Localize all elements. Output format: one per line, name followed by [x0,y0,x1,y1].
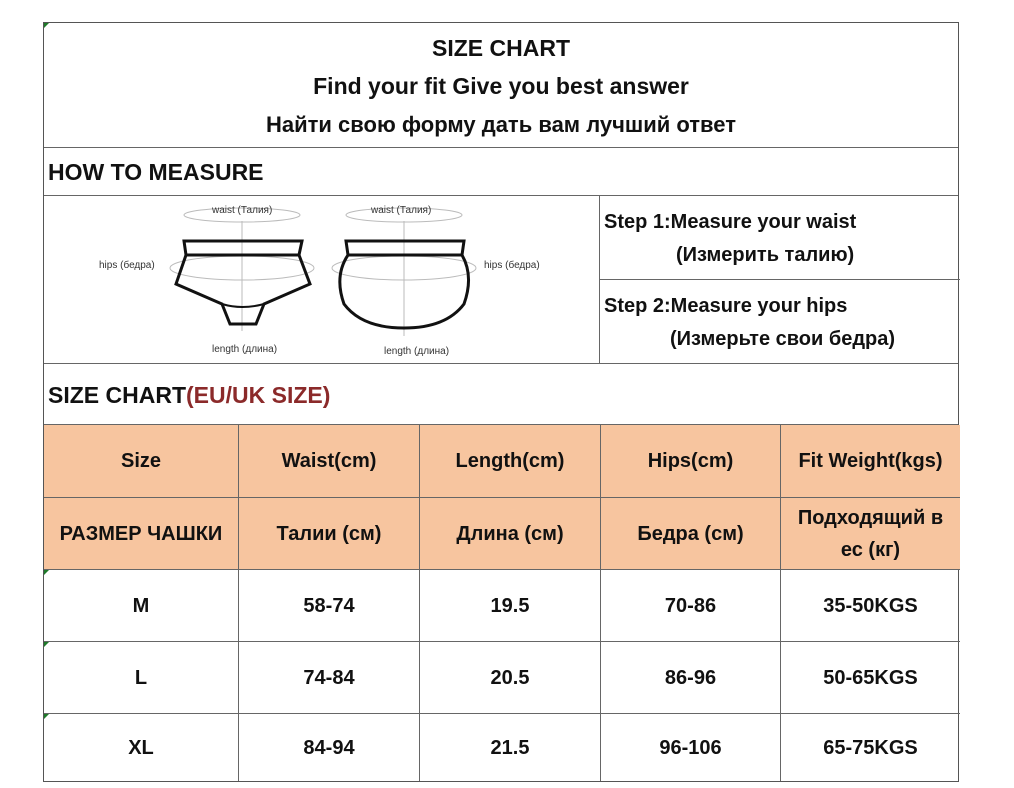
table-header-cell: Length(cm) [420,425,600,497]
cell-marker-icon [44,642,49,647]
grid-line [419,425,420,781]
table-cell-length: 21.5 [490,736,530,759]
subtitle-en: Find your fit Give you best answer [313,73,689,99]
table-header-cell: Size [44,425,238,497]
back-brief-icon [332,208,476,336]
table-cell-waist: 84-94 [303,736,355,759]
table-cell-length: 20.5 [490,666,530,689]
measure-diagram [44,196,599,363]
step2-text: Step 2:Measure your hips [604,295,848,317]
table-cell-weight: 35-50KGS [823,594,918,617]
grid-line [238,425,239,781]
back-waist-label: waist (Талия) [371,205,432,216]
grid-line [44,569,960,570]
table-header-cell-ru: Талии (см) [239,498,419,569]
table-header-cell-ru: Подходящий в ес (кг) [781,498,960,569]
grid-line [44,641,960,642]
front-brief-icon [170,208,314,331]
table-cell-size: L [134,666,148,689]
grid-line [600,425,601,781]
table-cell-hips: 86-96 [664,666,717,689]
table-header-cell: Fit Weight(kgs) [781,425,960,497]
cell-marker-icon [44,570,49,575]
back-hips-label: hips (бедра) [484,260,540,271]
cell-marker-icon [44,714,49,719]
table-header-cell: Waist(cm) [239,425,419,497]
table-cell-hips: 70-86 [664,594,717,617]
divider [44,147,958,148]
table-cell-hips: 96-106 [659,736,722,759]
divider [600,279,960,280]
size-chart-heading-accent: (EU/UK SIZE) [186,382,331,408]
table-cell-length: 19.5 [490,594,530,617]
size-chart-sheet [43,22,959,782]
how-to-measure-heading: HOW TO MEASURE [48,159,264,185]
cell-marker-icon [44,23,49,28]
table-header-cell-ru: Длина (см) [420,498,600,569]
table-cell-weight: 65-75KGS [823,736,918,759]
table-cell-size: XL [128,736,154,759]
table-cell-weight: 50-65KGS [823,666,918,689]
table-header-cell-ru: РАЗМЕР ЧАШКИ [44,498,238,569]
size-chart-heading [48,382,330,409]
front-length-label: length (длина) [212,344,278,355]
front-hips-label: hips (бедра) [99,260,155,271]
table-header-cell: Hips(cm) [601,425,780,497]
subtitle-ru: Найти свою форму дать вам лучший ответ [265,112,737,137]
divider [44,363,958,364]
size-chart-heading-main: SIZE CHART [48,382,186,408]
size-table [44,425,960,781]
grid-line [44,497,960,498]
step2-ru-text: (Измерьте свои бедра) [670,328,896,350]
grid-line [780,425,781,781]
back-length-label: length (длина) [384,346,450,357]
grid-line [44,713,960,714]
table-header-cell-ru: Бедра (см) [601,498,780,569]
step1-text: Step 1:Measure your waist [604,211,857,233]
table-cell-waist: 58-74 [303,594,355,617]
table-cell-waist: 74-84 [303,666,355,689]
panties-diagram-icon [44,196,599,363]
step1-ru-text: (Измерить талию) [676,244,855,266]
page-title: SIZE CHART [432,35,570,61]
table-cell-size: M [132,594,150,617]
front-waist-label: waist (Талия) [212,205,273,216]
